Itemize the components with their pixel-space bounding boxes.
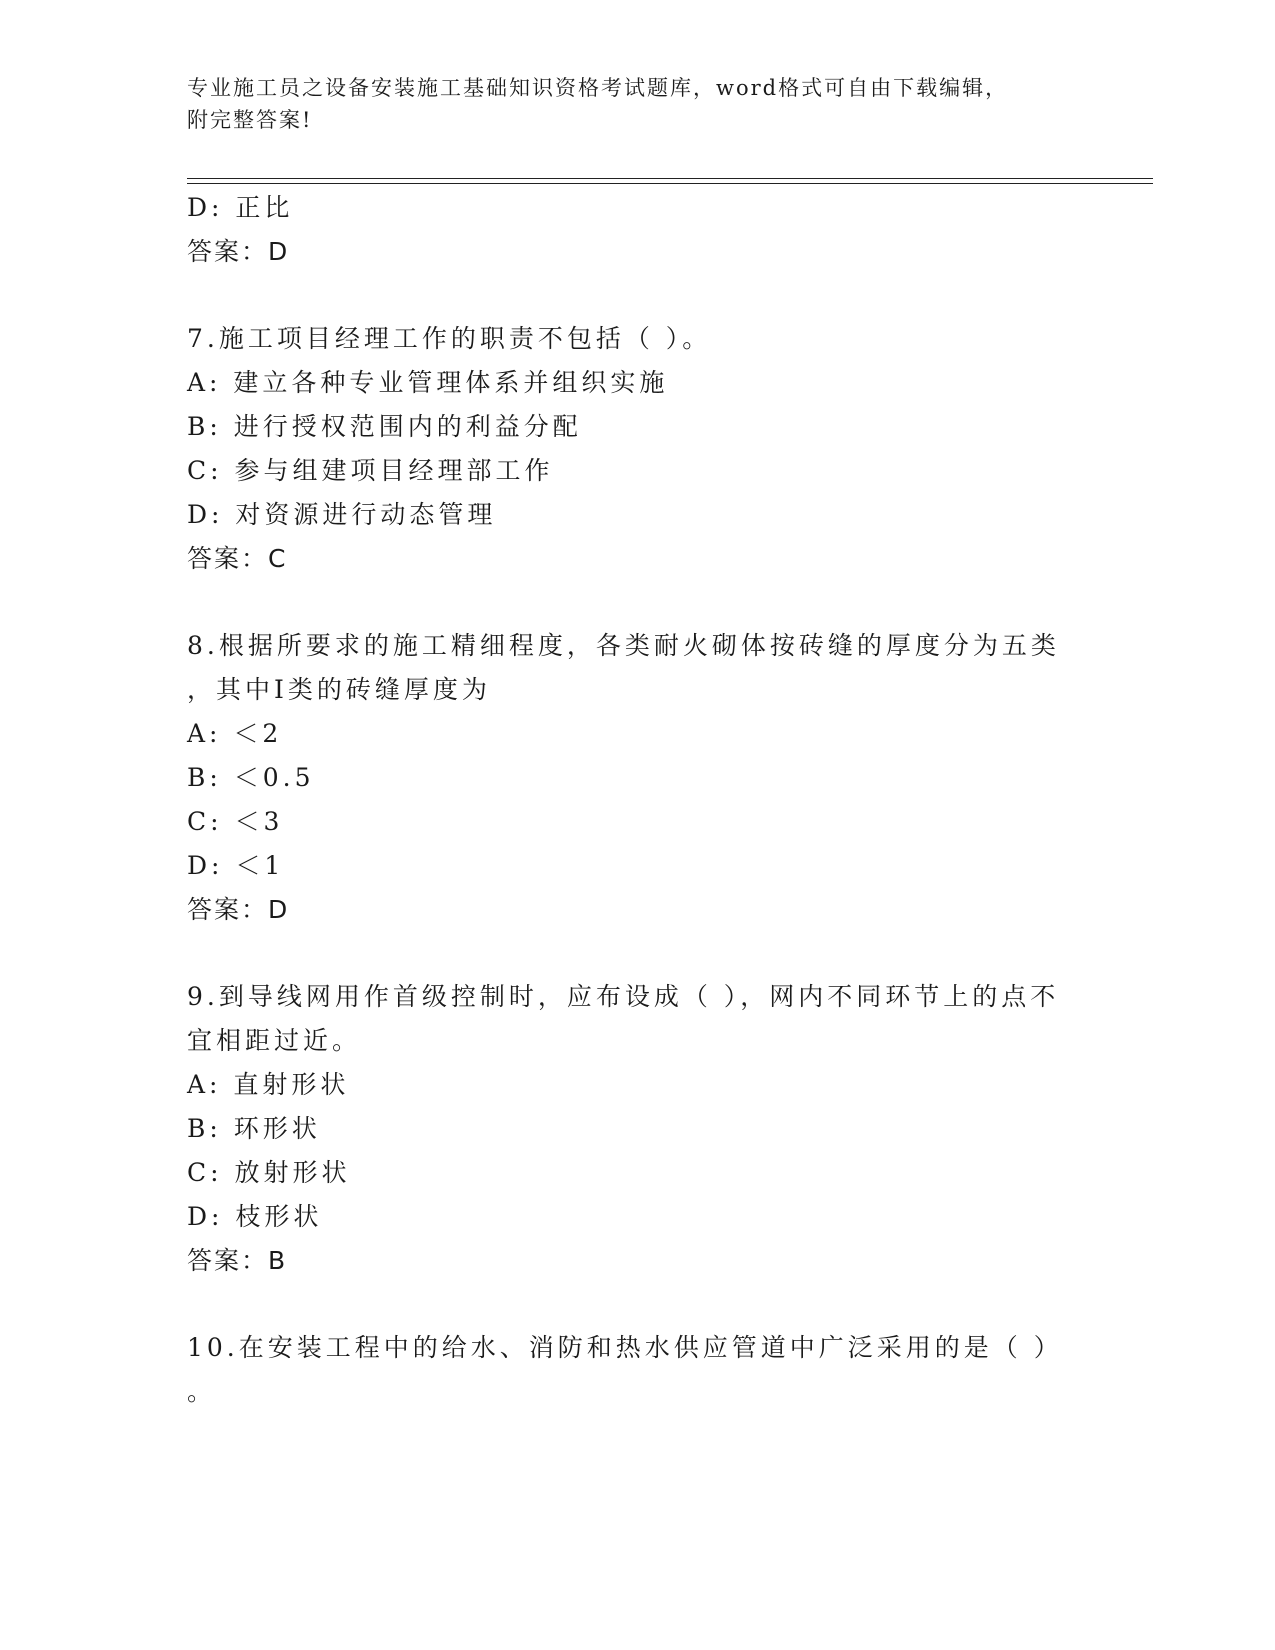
question-stem: 8.根据所要求的施工精细程度，各类耐火砌体按砖缝的厚度分为五类 bbox=[187, 631, 1060, 660]
question-stem: 7.施工项目经理工作的职责不包括（ ）。 bbox=[187, 324, 712, 353]
question-stem: 10.在安装工程中的给水、消防和热水供应管道中广泛采用的是（ ） bbox=[187, 1333, 1063, 1362]
answer-line: 答案：D bbox=[187, 895, 290, 924]
option-c: C: 参与组建项目经理部工作 bbox=[187, 456, 554, 485]
option-d: D: 枝形状 bbox=[187, 1202, 323, 1231]
question-stem-continued: 。 bbox=[187, 1377, 217, 1406]
header-divider-bottom bbox=[187, 183, 1153, 184]
option-b: B: ＜0.5 bbox=[187, 763, 315, 792]
option-a: A: 建立各种专业管理体系并组织实施 bbox=[187, 368, 669, 397]
option-a: A: ＜2 bbox=[187, 719, 283, 748]
question-stem: 9.到导线网用作首级控制时，应布设成（ ），网内不同环节上的点不 bbox=[187, 982, 1060, 1011]
option-c: C: 放射形状 bbox=[187, 1158, 351, 1187]
answer-line: 答案：D bbox=[187, 237, 290, 266]
page-header bbox=[187, 72, 1087, 136]
option-d: D: ＜1 bbox=[187, 851, 285, 880]
option-d: D: 正比 bbox=[187, 193, 294, 222]
option-c: C: ＜3 bbox=[187, 807, 284, 836]
header-title-line2: 附完整答案! bbox=[187, 108, 313, 132]
header-title-line1: 专业施工员之设备安装施工基础知识资格考试题库，word格式可自由下载编辑， bbox=[187, 76, 1009, 100]
option-b: B: 环形状 bbox=[187, 1114, 321, 1143]
option-d: D: 对资源进行动态管理 bbox=[187, 500, 497, 529]
answer-line: 答案：C bbox=[187, 544, 288, 573]
header-divider-top bbox=[187, 178, 1153, 179]
question-stem-continued: 宜相距过近。 bbox=[187, 1026, 362, 1055]
option-a: A: 直射形状 bbox=[187, 1070, 350, 1099]
answer-line: 答案：B bbox=[187, 1246, 288, 1275]
option-b: B: 进行授权范围内的利益分配 bbox=[187, 412, 582, 441]
question-stem-continued: ，其中Ⅰ类的砖缝厚度为 bbox=[187, 675, 491, 704]
